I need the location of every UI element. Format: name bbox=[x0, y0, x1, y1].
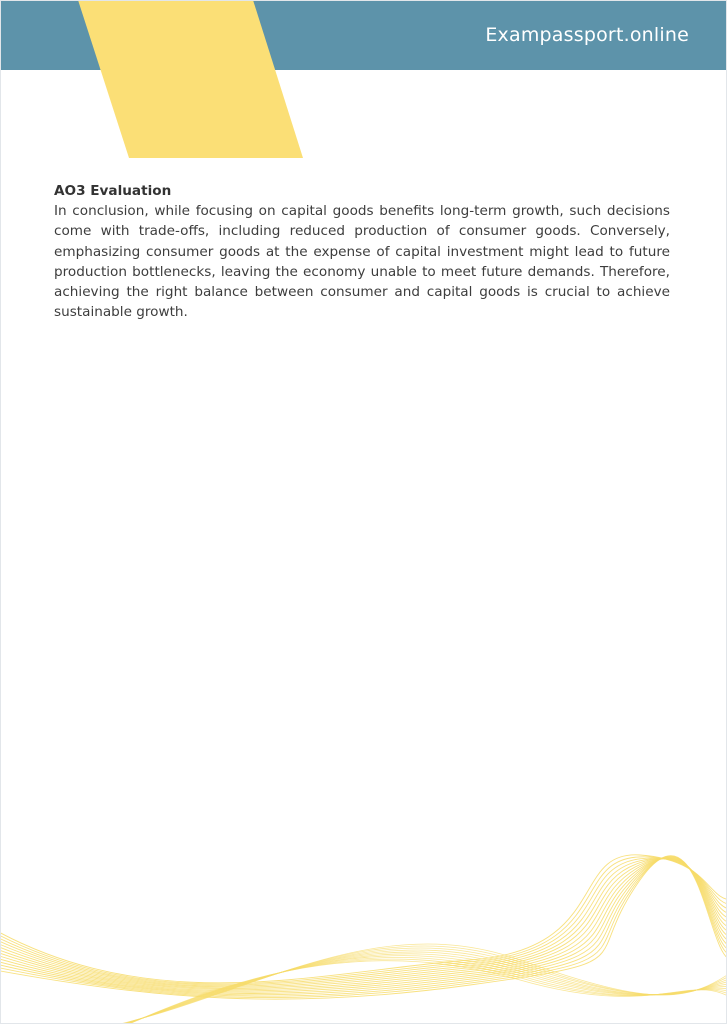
wave-line bbox=[120, 946, 727, 1024]
wave-line bbox=[0, 857, 727, 995]
wave-line bbox=[120, 956, 727, 1024]
decorative-waves bbox=[0, 850, 727, 1024]
wave-line bbox=[120, 961, 727, 1024]
wave-line bbox=[120, 954, 727, 1024]
wave-line bbox=[0, 857, 727, 993]
wave-line bbox=[0, 857, 727, 997]
wave-line bbox=[0, 858, 727, 989]
wave-line bbox=[0, 855, 727, 983]
wave-line bbox=[0, 858, 727, 986]
wave-line bbox=[120, 944, 727, 1024]
wave-line bbox=[0, 858, 727, 991]
section-body: In conclusion, while focusing on capital goods benefits long-term growth, such decisions come with trade-offs, including reduced production of consumer goods. Conversely, emphasizing consumer goods at the expense of capital investment might lead to future production bottlenecks, leaving the economy unable to meet future demands. Therefore, achieving the right balance between consumer and capital goods is crucial to achieve sustainable growth. bbox=[54, 203, 670, 321]
wave-line bbox=[120, 959, 727, 1024]
wave-line bbox=[120, 950, 727, 1024]
wave-line bbox=[0, 858, 727, 992]
wave-line bbox=[0, 856, 727, 1000]
wave-line bbox=[120, 952, 727, 1024]
wave-line bbox=[0, 859, 727, 988]
wave-line bbox=[0, 856, 727, 998]
wave-line bbox=[0, 857, 727, 984]
wave-line bbox=[0, 858, 727, 985]
section-heading: AO3 Evaluation bbox=[54, 183, 172, 199]
wave-line bbox=[120, 948, 727, 1024]
wave-line bbox=[0, 859, 727, 989]
site-name: Exampassport.online bbox=[485, 24, 689, 46]
wave-line bbox=[120, 957, 727, 1024]
content-section bbox=[54, 181, 670, 322]
